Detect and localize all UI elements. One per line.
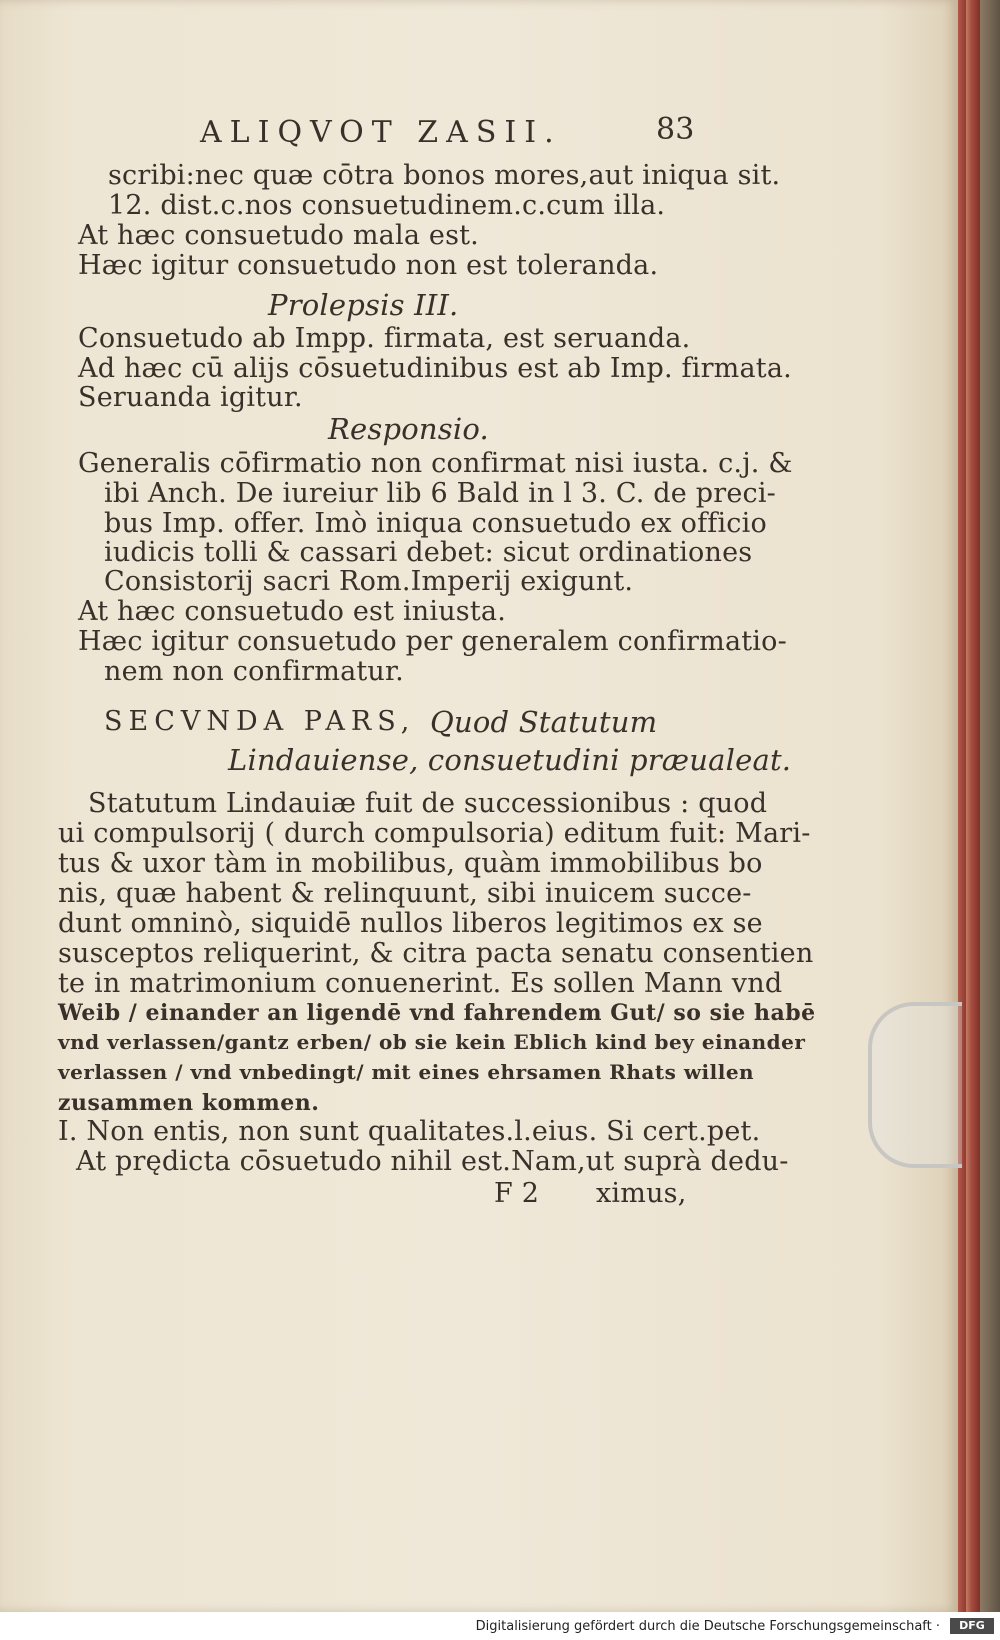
book-edge — [972, 0, 980, 1612]
page-clip — [868, 1002, 962, 1168]
text-line: Ad hæc cū alijs cōsuetudinibus est ab Imp. firmata. — [78, 353, 792, 384]
text-line: Consuetudo ab Impp. firmata, est seruanda. — [78, 323, 691, 354]
text-line: nem non confirmatur. — [104, 656, 404, 687]
dfg-logo: DFG — [950, 1618, 994, 1634]
text-line: ibi Anch. De iureiur lib 6 Bald in l 3. C. de preci- — [104, 478, 776, 509]
text-line: scribi:nec quæ cōtra bonos mores,aut iniqua sit. — [108, 160, 781, 191]
text-line: bus Imp. offer. Imò iniqua consuetudo ex officio — [104, 508, 767, 539]
fraktur-line: verlassen / vnd vnbedingt/ mit eines ehrsamen Rhats willen — [58, 1060, 755, 1084]
text-line: Hæc igitur consuetudo per generalem confirmatio- — [78, 626, 787, 657]
text-line: 12. dist.c.nos consuetudinem.c.cum illa. — [108, 190, 666, 221]
text-line: At hæc consuetudo mala est. — [78, 220, 479, 251]
funding-notice: Digitalisierung gefördert durch die Deutsche Forschungsgemeinschaft · — [475, 1619, 940, 1634]
text-line: iudicis tolli & cassari debet: sicut ordinationes — [104, 537, 753, 568]
text-line: Seruanda igitur. — [78, 382, 303, 413]
text-line: tus & uxor tàm in mobilibus, quàm immobilibus bo — [58, 848, 763, 879]
text-line: dunt omninò, siquidē nullos liberos legitimos ex se — [58, 908, 763, 939]
text-line: Consistorij sacri Rom.Imperij exigunt. — [104, 566, 634, 597]
text-line: nis, quæ habent & relinquunt, sibi inuicem succe- — [58, 878, 752, 909]
text-line: At prędicta cōsuetudo nihil est.Nam,ut suprà dedu- — [76, 1146, 789, 1177]
fraktur-line: zusammen kommen. — [58, 1090, 320, 1116]
text-line: Statutum Lindauiæ fuit de successionibus : quod — [88, 788, 768, 819]
text-line: At hæc consuetudo est iniusta. — [78, 596, 506, 627]
text-line: te in matrimonium conuenerint. Es sollen Mann vnd — [58, 968, 783, 999]
text-line: ui compulsorij ( durch compulsoria) editum fuit: Mari- — [58, 818, 811, 849]
fraktur-line: vnd verlassen/gantz erben/ ob sie kein Eblich kind bey einander — [58, 1030, 806, 1054]
section-heading: Responsio. — [328, 412, 489, 446]
section-heading: Prolepsis III. — [268, 288, 459, 322]
signature-mark: F 2 — [494, 1178, 540, 1209]
page-number: 83 — [656, 112, 695, 147]
part-heading-subtitle: Lindauiense, consuetudini præualeat. — [228, 743, 792, 777]
text-line: susceptos reliquerint, & citra pacta senatu consentien — [58, 938, 814, 969]
text-line: Hæc igitur consuetudo non est toleranda. — [78, 250, 659, 281]
text-line: I. Non entis, non sunt qualitates.l.eius. Si cert.pet. — [58, 1116, 761, 1147]
fraktur-line: Weib / einander an ligendē vnd fahrendem Gut/ so sie habē — [58, 1000, 816, 1026]
text-line: Generalis cōfirmatio non confirmat nisi iusta. c.j. & — [78, 448, 793, 479]
catchword: ximus, — [596, 1178, 687, 1209]
part-heading-title: Quod Statutum — [430, 705, 658, 739]
footer-bar — [0, 1612, 1000, 1640]
book-edge — [958, 0, 966, 1612]
book-edge — [980, 0, 1000, 1612]
part-heading: SECVNDA PARS, — [104, 706, 416, 737]
running-title: ALIQVOT ZASII. — [200, 115, 562, 150]
